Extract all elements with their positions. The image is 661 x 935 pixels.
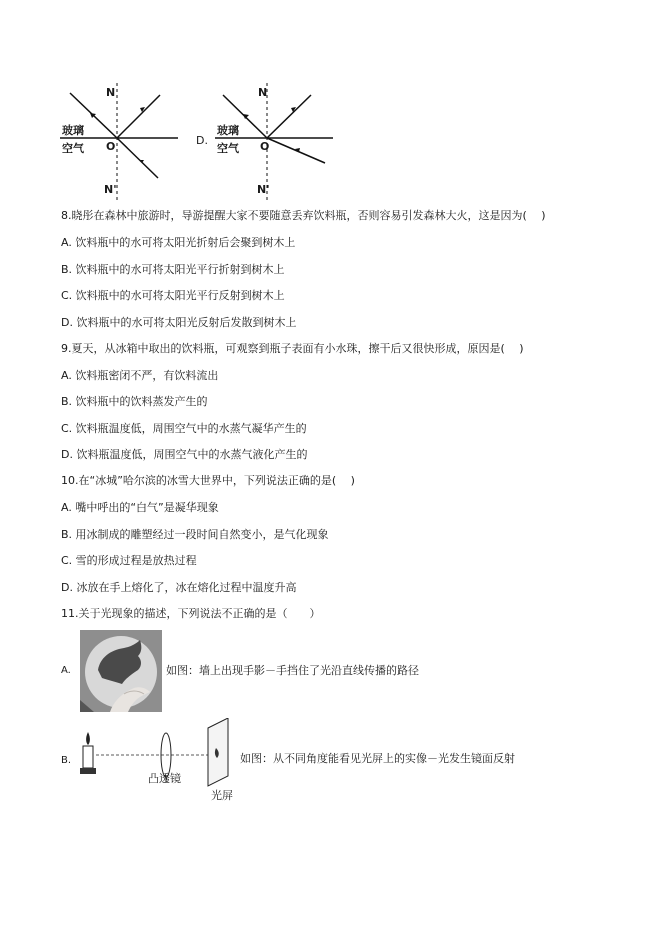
q10-option-a: A. 嘴中呼出的“白气”是凝华现象 [61, 501, 219, 514]
q11-option-a-letter: A. [61, 665, 71, 676]
q9-option-c: C. 饮料瓶温度低，周围空气中的水蒸气凝华产生的 [61, 422, 307, 435]
q11-option-b-letter: B. [61, 755, 72, 766]
diagram-d-glass-label: 玻璃 [217, 124, 239, 137]
q10-option-c: C. 雪的形成过程是放热过程 [61, 554, 197, 567]
q10-option-d: D. 冰放在手上熔化了，冰在熔化过程中温度升高 [61, 581, 297, 594]
screen-label: 光屏 [211, 789, 233, 802]
diagram-d-n-bottom: N' [257, 183, 270, 196]
q8-option-c: C. 饮料瓶中的水可将太阳光平行反射到树木上 [61, 289, 285, 302]
q8-option-d: D. 饮料瓶中的水可将太阳光反射后发散到树木上 [61, 316, 297, 329]
q11-option-a-text: 如图：墙上出现手影－手挡住了光沿直线传播的路径 [166, 664, 419, 677]
q10-stem: 10.在“冰城”哈尔滨的冰雪大世界中，下列说法正确的是( ) [61, 474, 355, 487]
hand-shadow-photo [80, 630, 162, 712]
q9-stem: 9.夏天，从冰箱中取出的饮料瓶，可观察到瓶子表面有小水珠，擦干后又很快形成，原因是( ) [61, 342, 524, 355]
q9-option-d: D. 饮料瓶温度低，周围空气中的水蒸气液化产生的 [61, 448, 308, 461]
diagram-d-air-label: 空气 [217, 142, 239, 155]
q10-option-b: B. 用冰制成的雕塑经过一段时间自然变小，是气化现象 [61, 528, 329, 541]
q8-stem: 8.晓彤在森林中旅游时，导游提醒大家不要随意丢弃饮料瓶，否则容易引发森林大火，这是因为( ) [61, 209, 546, 222]
option-d-letter: D. [196, 134, 208, 147]
diagram-c-air-label: 空气 [62, 142, 84, 155]
diagram-d-n-top: N [258, 86, 268, 99]
diagram-c-n-top: N [106, 86, 116, 99]
diagram-c-n-bottom: N' [104, 183, 117, 196]
lens-label: 凸透镜 [148, 772, 181, 785]
q8-option-a: A. 饮料瓶中的水可将太阳光折射后会聚到树木上 [61, 236, 296, 249]
q8-option-b: B. 饮料瓶中的水可将太阳光平行折射到树木上 [61, 263, 285, 276]
q11-stem: 11.关于光现象的描述，下列说法不正确的是（ ） [61, 607, 321, 620]
q9-option-b: B. 饮料瓶中的饮料蒸发产生的 [61, 395, 208, 408]
diagram-c-o-label: O [106, 140, 116, 153]
q11-option-b-text: 如图：从不同角度能看见光屏上的实像－光发生镜面反射 [240, 752, 515, 765]
diagram-d-o-label: O [260, 140, 270, 153]
diagram-c-glass-label: 玻璃 [62, 124, 84, 137]
q9-option-a: A. 饮料瓶密闭不严，有饮料流出 [61, 369, 219, 382]
